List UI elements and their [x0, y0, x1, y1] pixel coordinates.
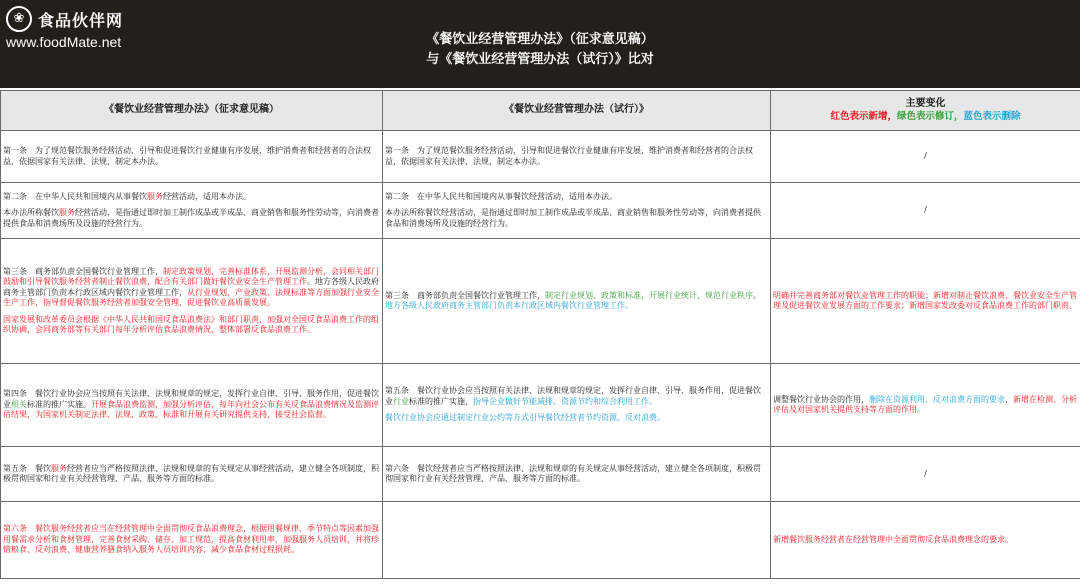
text-run: 第二条 在中华人民共和国境内从事餐饮	[3, 191, 147, 201]
column-header-draft: 《餐饮业经营管理办法》（征求意见稿）	[1, 91, 383, 131]
trial-cell	[383, 364, 771, 447]
text-run: 新增餐饮服务经营者在经营管理中全面贯彻反食品浪费理念的要求。	[773, 534, 1013, 544]
text-run: 第二条 在中华人民共和国境内从事餐饮经营活动，适用本办法。	[385, 191, 617, 201]
table-header-row	[1, 91, 1080, 131]
change-cell	[771, 447, 1080, 502]
brand-logo[interactable]	[6, 6, 123, 32]
text-run: 第五条 餐饮行业协会应当按照有关法律、法规和规章的规定，发挥行业自律、引导、服务作用，促进餐饮业	[385, 386, 761, 406]
draft-cell	[1, 364, 383, 447]
change-cell	[771, 364, 1080, 447]
table-row	[1, 183, 1080, 239]
text-run: 服务	[59, 208, 75, 218]
text-run: 第六条 餐饮经营者应当严格按照法律、法规和规章的有关规定从事经营活动，建立健全各项制度，积极贯彻国家和行业有关经营管理、产品、服务等方面的标准。	[385, 463, 761, 483]
table-row	[1, 364, 1080, 447]
text-run: /	[924, 205, 927, 215]
text-run: 第六条 餐饮服务经营者应当在经营管理中全面贯彻反食品浪费理念，根据用餐规律、季节特点等因素加强用餐需求分析和食材管理，完善食材采购、储存、加工规范，提高食材利用率，加强服务人员培训，并将珍惜粮食、反对浪费、健康营养膳食纳入服务人员培训内容，减少食品食材过程损耗。	[3, 524, 379, 555]
text-run: 第三条 商务部负责全国餐饮行业管理工作，	[3, 266, 163, 276]
trial-paragraph	[385, 146, 768, 167]
change-note	[773, 151, 1078, 162]
text-run: /	[924, 151, 927, 161]
column-header-changes	[771, 91, 1080, 131]
draft-paragraph	[3, 315, 380, 336]
text-run: 删除在资源利用、反对浪费方面的要求	[869, 394, 1005, 404]
text-run: 第一条 为了规范餐饮服务经营活动，引导和促进餐饮行业健康有序发展，维护消费者和经营者的合法权益，依据国家有关法律、法规，制定本办法。	[385, 146, 753, 166]
column-header-trial: 《餐饮业经营管理办法（试行）》	[383, 91, 771, 131]
text-run: 国家发展和改革委员会根据《中华人民共和国反食品浪费法》和部门职责，加强对全国反食品浪费工作的组织协调，会同商务部等有关部门每年分析评估食品浪费情况，整体部署反食品浪费工作。	[3, 314, 379, 334]
draft-cell	[1, 239, 383, 364]
draft-paragraph	[3, 464, 380, 485]
draft-cell	[1, 131, 383, 183]
draft-cell	[1, 183, 383, 239]
table-row	[1, 502, 1080, 579]
trial-paragraph	[385, 208, 768, 229]
text-run: 服务	[147, 191, 163, 201]
draft-paragraph	[3, 389, 380, 421]
text-run: 相关	[11, 399, 27, 409]
text-run: 。地方各级人民政府商务主管部门负责本行政区域内餐饮行业管理工作，	[3, 277, 379, 297]
change-cell	[771, 502, 1080, 579]
text-run: 第一条 为了规范餐饮服务经营活动，引导和促进餐饮行业健康有序发展，维护消费者和经营者的合法权益，依据国家有关法律、法规，制定本办法。	[3, 146, 371, 166]
draft-cell	[1, 502, 383, 579]
comparison-table	[0, 90, 1080, 579]
text-run: 经营活动，适用本办法。	[163, 191, 251, 201]
document-title-line2: 与《餐饮业经营管理办法（试行）》比对	[426, 52, 654, 67]
trial-cell	[383, 183, 771, 239]
changes-title: 主要变化	[905, 98, 946, 109]
top-banner	[0, 0, 1080, 88]
text-run: 开展食品浪费监测，加强分析评估，每年向社会公布有关反食品浪费情况及监测评估结果，为国家机关制定法律、法规、政策、标准和开展有关研究提供支持，接受社会监督。	[3, 399, 379, 420]
draft-cell	[1, 447, 383, 502]
brand-name: 食品伙伴网	[38, 10, 124, 30]
text-run: 明确并完善商务部对餐饮业管理工作的职能；新增对制止餐饮浪费、餐饮业安全生产管理及促进餐饮业发展方面的工作要求；新增国家发改委对反食品浪费工作的部门职责。	[773, 290, 1077, 310]
trial-paragraph	[385, 413, 768, 424]
draft-paragraph	[3, 267, 380, 309]
text-run: 制定行业规划、政策和标准，开展行业统计，规范行业秩序	[545, 290, 753, 300]
trial-cell	[383, 239, 771, 364]
text-run: 标准的推广实施。	[27, 399, 91, 409]
text-run: /	[924, 468, 927, 478]
text-run: 经营活动，是指通过即时加工制作成品或半成品、商业销售和服务性劳动等，向消费者提供食品和消费场所及设施的经营行为。	[3, 208, 379, 228]
table-row	[1, 239, 1080, 364]
text-run: 本办法所称餐饮	[3, 208, 59, 218]
table-row	[1, 131, 1080, 183]
document-title-line1: 《餐饮业经营管理办法》（征求意见稿）	[426, 32, 654, 47]
draft-paragraph	[3, 146, 380, 167]
trial-paragraph	[385, 386, 768, 407]
text-run: 经营者应当严格按照法律、法规和规章的有关规定从事经营活动，建立健全各项制度，积极贯彻国家和行业有关经营管理、产品、服务等方面的标准。	[3, 463, 379, 483]
text-run: ，	[1005, 394, 1013, 404]
text-run: 。	[753, 290, 761, 300]
draft-paragraph	[3, 524, 380, 556]
legend-red: 红色表示新增，	[830, 110, 897, 122]
text-run: 餐饮行业协会应通过制定行业公约等方式引导餐饮经营者节约资源、反对浪费。	[385, 413, 665, 423]
legend-blue: 蓝色表示删除	[963, 110, 1021, 122]
change-note	[773, 291, 1078, 312]
brand-url[interactable]: www.foodMate.net	[6, 34, 122, 50]
trial-paragraph	[385, 192, 768, 203]
draft-paragraph	[3, 208, 380, 229]
draft-paragraph	[3, 192, 380, 203]
text-run: 第五条 餐饮	[3, 463, 51, 473]
change-note	[773, 469, 1078, 480]
change-note	[773, 395, 1078, 416]
text-run: 本办法所称餐饮经营活动，是指通过即时加工制作成品或半成品、商业销售和服务性劳动等，向消费者提供食品和消费场所及设施的经营行为。	[385, 208, 761, 228]
trial-cell	[383, 502, 771, 579]
legend-green: 绿色表示修订，	[896, 110, 964, 122]
change-note	[773, 205, 1078, 216]
text-run: 制定政策规划，完善标准体系，开展监测分析，会同相关部门鼓励和引导餐饮服务经营者制止餐饮浪费，配合有关部门做好餐饮业安全生产管理工作	[3, 266, 379, 286]
text-run: 指导企业做好节能减排、资源节约和综合利用工作。	[473, 396, 657, 406]
trial-paragraph	[385, 464, 768, 485]
text-run: 标准的推广实施，	[409, 396, 473, 406]
text-run: 新增在检测、分析评估及对国家机关提供支持等方面的作用。	[773, 394, 1077, 414]
foodmate-logo-icon: ❀	[6, 6, 32, 32]
table-row	[1, 447, 1080, 502]
trial-paragraph	[385, 291, 768, 312]
change-note	[773, 535, 1078, 546]
text-run: 第三条 商务部负责全国餐饮行业管理工作，	[385, 290, 545, 300]
text-run: 服务	[51, 463, 67, 473]
text-run: 从行业规划、产业政策、法规标准等方面加强行业安全生产工作，指导督促餐饮服务经营者加强安全管理，促进餐饮业高质量发展。	[3, 287, 379, 307]
change-cell	[771, 239, 1080, 364]
change-cell	[771, 183, 1080, 239]
trial-cell	[383, 447, 771, 502]
text-run: 行业	[393, 396, 409, 406]
trial-cell	[383, 131, 771, 183]
change-cell	[771, 131, 1080, 183]
text-run: 地方各级人民政府商务主管部门负责本行政区域内餐饮行业管理工作。	[385, 301, 633, 310]
text-run: 调整餐饮行业协会的作用，	[773, 394, 869, 404]
text-run: 第四条 餐饮行业协会应当按照有关法律、法规和规章的规定，发挥行业自律、引导、服务作用，促进餐饮业	[3, 389, 379, 409]
color-legend	[773, 112, 1078, 123]
